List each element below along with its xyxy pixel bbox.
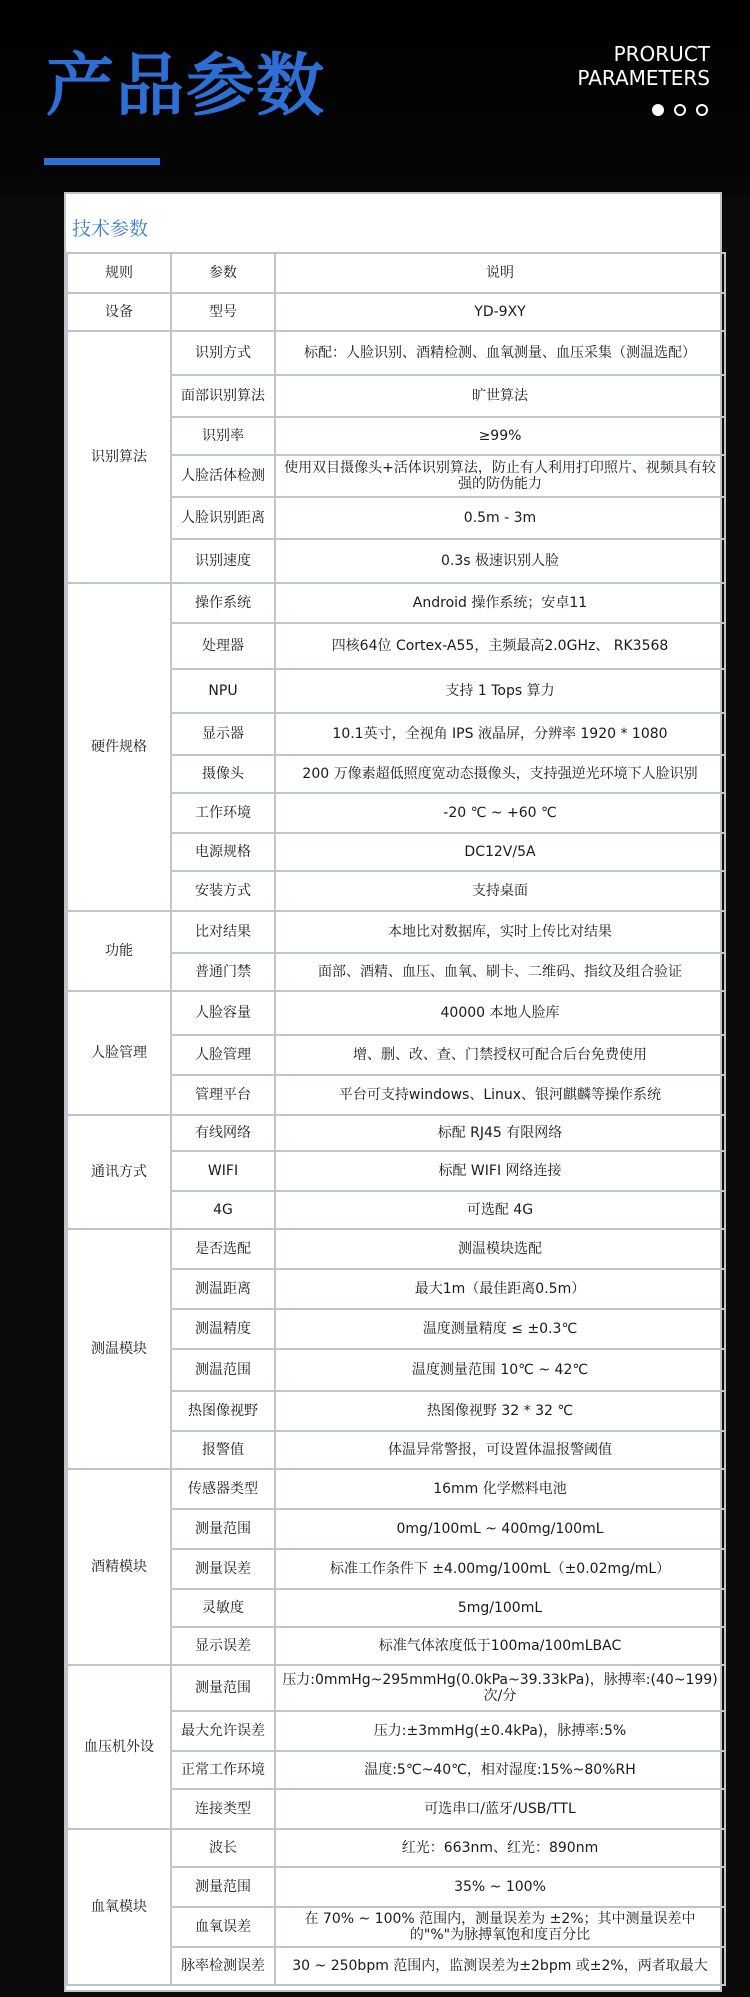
desc-cell: 红光：663nm、红光：890nm xyxy=(275,1829,725,1867)
desc-cell: DC12V/5A xyxy=(275,833,725,871)
page-title: 产品参数 xyxy=(46,47,327,126)
param-cell: 普通门禁 xyxy=(171,953,275,991)
param-cell: 连接类型 xyxy=(171,1789,275,1829)
param-cell: 工作环境 xyxy=(171,793,275,833)
param-cell: 人脸容量 xyxy=(171,991,275,1035)
spec-panel xyxy=(64,192,722,1992)
desc-cell: 标准气体浓度低于100ma/100mLBAC xyxy=(275,1627,725,1665)
table-row xyxy=(67,991,725,1035)
desc-cell: 35% ~ 100% xyxy=(275,1867,725,1907)
table-row xyxy=(67,331,725,375)
desc-cell: 0.3s 极速识别人脸 xyxy=(275,539,725,583)
param-cell: 识别率 xyxy=(171,417,275,455)
desc-cell: 在 70% ~ 100% 范围内，测量误差为 ±2%；其中测量误差中的"%"为脉搏氧饱和度百分比 xyxy=(275,1907,725,1947)
param-cell: 测量范围 xyxy=(171,1509,275,1549)
param-cell: 热图像视野 xyxy=(171,1391,275,1431)
title-en-line1: PRORUCT xyxy=(613,42,710,66)
param-cell: 识别速度 xyxy=(171,539,275,583)
desc-cell: 可选串口/蓝牙/USB/TTL xyxy=(275,1789,725,1829)
group-cell: 血压机外设 xyxy=(67,1665,171,1829)
desc-cell: 5mg/100mL xyxy=(275,1589,725,1627)
desc-cell: 热图像视野 32 * 32 ℃ xyxy=(275,1391,725,1431)
spec-panel-title: 技术参数 xyxy=(72,218,149,240)
desc-cell: 最大1m（最佳距离0.5m） xyxy=(275,1269,725,1309)
param-cell: 显示器 xyxy=(171,713,275,755)
desc-cell: 16mm 化学燃料电池 xyxy=(275,1469,725,1509)
title-underline xyxy=(44,158,160,165)
header-cell-rule: 规则 xyxy=(67,253,171,293)
desc-cell: 压力:0mmHg~295mmHg(0.0kPa~39.33kPa)，脉搏率:(40~199)次/分 xyxy=(275,1665,725,1711)
page-dot[interactable] xyxy=(674,104,686,116)
param-cell: 摄像头 xyxy=(171,755,275,793)
param-cell: 测量范围 xyxy=(171,1867,275,1907)
desc-cell: 支持 1 Tops 算力 xyxy=(275,669,725,713)
desc-cell: 面部、酒精、血压、血氧、刷卡、二维码、指纹及组合验证 xyxy=(275,953,725,991)
param-cell: 测温精度 xyxy=(171,1309,275,1349)
desc-cell: 测温模块选配 xyxy=(275,1229,725,1269)
desc-cell: 旷世算法 xyxy=(275,375,725,417)
desc-cell: 标配 RJ45 有限网络 xyxy=(275,1115,725,1151)
desc-cell: 30 ~ 250bpm 范围内，监测误差为±2bpm 或±2%，两者取最大 xyxy=(275,1947,725,1985)
desc-cell: 平台可支持windows、Linux、银河麒麟等操作系统 xyxy=(275,1075,725,1115)
desc-cell: 200 万像素超低照度宽动态摄像头，支持强逆光环境下人脸识别 xyxy=(275,755,725,793)
param-cell: 有线网络 xyxy=(171,1115,275,1151)
desc-cell: 温度测量范围 10℃ ~ 42℃ xyxy=(275,1349,725,1391)
param-cell: 测量误差 xyxy=(171,1549,275,1589)
param-cell: 正常工作环境 xyxy=(171,1751,275,1789)
header-cell-param: 参数 xyxy=(171,253,275,293)
param-cell: 测量范围 xyxy=(171,1665,275,1711)
title-en-line2: PARAMETERS xyxy=(577,66,710,90)
table-row xyxy=(67,293,725,331)
desc-cell: 标准工作条件下 ±4.00mg/100mL（±0.02mg/mL） xyxy=(275,1549,725,1589)
desc-cell: 压力:±3mmHg(±0.4kPa)，脉搏率:5% xyxy=(275,1711,725,1751)
table-row xyxy=(67,1115,725,1151)
header-cell-desc: 说明 xyxy=(275,253,725,293)
param-cell: 型号 xyxy=(171,293,275,331)
param-cell: 血氧误差 xyxy=(171,1907,275,1947)
table-row xyxy=(67,911,725,953)
group-cell: 通讯方式 xyxy=(67,1115,171,1229)
desc-cell: 四核64位 Cortex-A55，主频最高2.0GHz、 RK3568 xyxy=(275,623,725,669)
table-row xyxy=(67,1665,725,1711)
table-row xyxy=(67,1229,725,1269)
param-cell: 报警值 xyxy=(171,1431,275,1469)
pagination-dots xyxy=(652,104,708,116)
spec-table xyxy=(66,252,726,1986)
page-dot-active[interactable] xyxy=(652,104,664,116)
param-cell: 人脸管理 xyxy=(171,1035,275,1075)
desc-cell: 体温异常警报，可设置体温报警阈值 xyxy=(275,1431,725,1469)
param-cell: 操作系统 xyxy=(171,583,275,623)
param-cell: WIFI xyxy=(171,1151,275,1191)
group-cell: 人脸管理 xyxy=(67,991,171,1115)
table-row xyxy=(67,583,725,623)
desc-cell: 标配 WIFI 网络连接 xyxy=(275,1151,725,1191)
param-cell: 灵敏度 xyxy=(171,1589,275,1627)
param-cell: 电源规格 xyxy=(171,833,275,871)
table-row xyxy=(67,1829,725,1867)
desc-cell: ≥99% xyxy=(275,417,725,455)
param-cell: 是否选配 xyxy=(171,1229,275,1269)
desc-cell: YD-9XY xyxy=(275,293,725,331)
group-cell: 血氧模块 xyxy=(67,1829,171,1985)
spec-table-body xyxy=(67,253,725,1985)
desc-cell: 增、删、改、查、门禁授权可配合后台免费使用 xyxy=(275,1035,725,1075)
desc-cell: 10.1英寸，全视角 IPS 液晶屏，分辨率 1920 * 1080 xyxy=(275,713,725,755)
param-cell: 测温距离 xyxy=(171,1269,275,1309)
param-cell: 人脸活体检测 xyxy=(171,455,275,497)
desc-cell: 标配：人脸识别、酒精检测、血氧测量、血压采集（测温选配） xyxy=(275,331,725,375)
group-cell: 设备 xyxy=(67,293,171,331)
desc-cell: 支持桌面 xyxy=(275,871,725,911)
param-cell: 识别方式 xyxy=(171,331,275,375)
group-cell: 功能 xyxy=(67,911,171,991)
spec-table-header-row xyxy=(67,253,725,293)
desc-cell: 0.5m - 3m xyxy=(275,497,725,539)
param-cell: 4G xyxy=(171,1191,275,1229)
desc-cell: 40000 本地人脸库 xyxy=(275,991,725,1035)
desc-cell: -20 ℃ ~ +60 ℃ xyxy=(275,793,725,833)
param-cell: 处理器 xyxy=(171,623,275,669)
param-cell: 比对结果 xyxy=(171,911,275,953)
param-cell: 波长 xyxy=(171,1829,275,1867)
param-cell: 测温范围 xyxy=(171,1349,275,1391)
group-cell: 硬件规格 xyxy=(67,583,171,911)
desc-cell: 使用双目摄像头+活体识别算法，防止有人利用打印照片、视频具有较强的防伪能力 xyxy=(275,455,725,497)
desc-cell: 温度:5℃~40℃，相对湿度:15%~80%RH xyxy=(275,1751,725,1789)
desc-cell: 温度测量精度 ≤ ±0.3℃ xyxy=(275,1309,725,1349)
page-title-english xyxy=(577,42,710,90)
page-dot[interactable] xyxy=(696,104,708,116)
param-cell: 安装方式 xyxy=(171,871,275,911)
desc-cell: Android 操作系统；安卓11 xyxy=(275,583,725,623)
param-cell: 管理平台 xyxy=(171,1075,275,1115)
param-cell: 人脸识别距离 xyxy=(171,497,275,539)
param-cell: 脉率检测误差 xyxy=(171,1947,275,1985)
param-cell: NPU xyxy=(171,669,275,713)
desc-cell: 可选配 4G xyxy=(275,1191,725,1229)
param-cell: 传感器类型 xyxy=(171,1469,275,1509)
param-cell: 面部识别算法 xyxy=(171,375,275,417)
page-header xyxy=(0,0,750,200)
table-row xyxy=(67,1469,725,1509)
param-cell: 显示误差 xyxy=(171,1627,275,1665)
desc-cell: 0mg/100mL ~ 400mg/100mL xyxy=(275,1509,725,1549)
group-cell: 酒精模块 xyxy=(67,1469,171,1665)
desc-cell: 本地比对数据库，实时上传比对结果 xyxy=(275,911,725,953)
param-cell: 最大允许误差 xyxy=(171,1711,275,1751)
group-cell: 测温模块 xyxy=(67,1229,171,1469)
group-cell: 识别算法 xyxy=(67,331,171,583)
